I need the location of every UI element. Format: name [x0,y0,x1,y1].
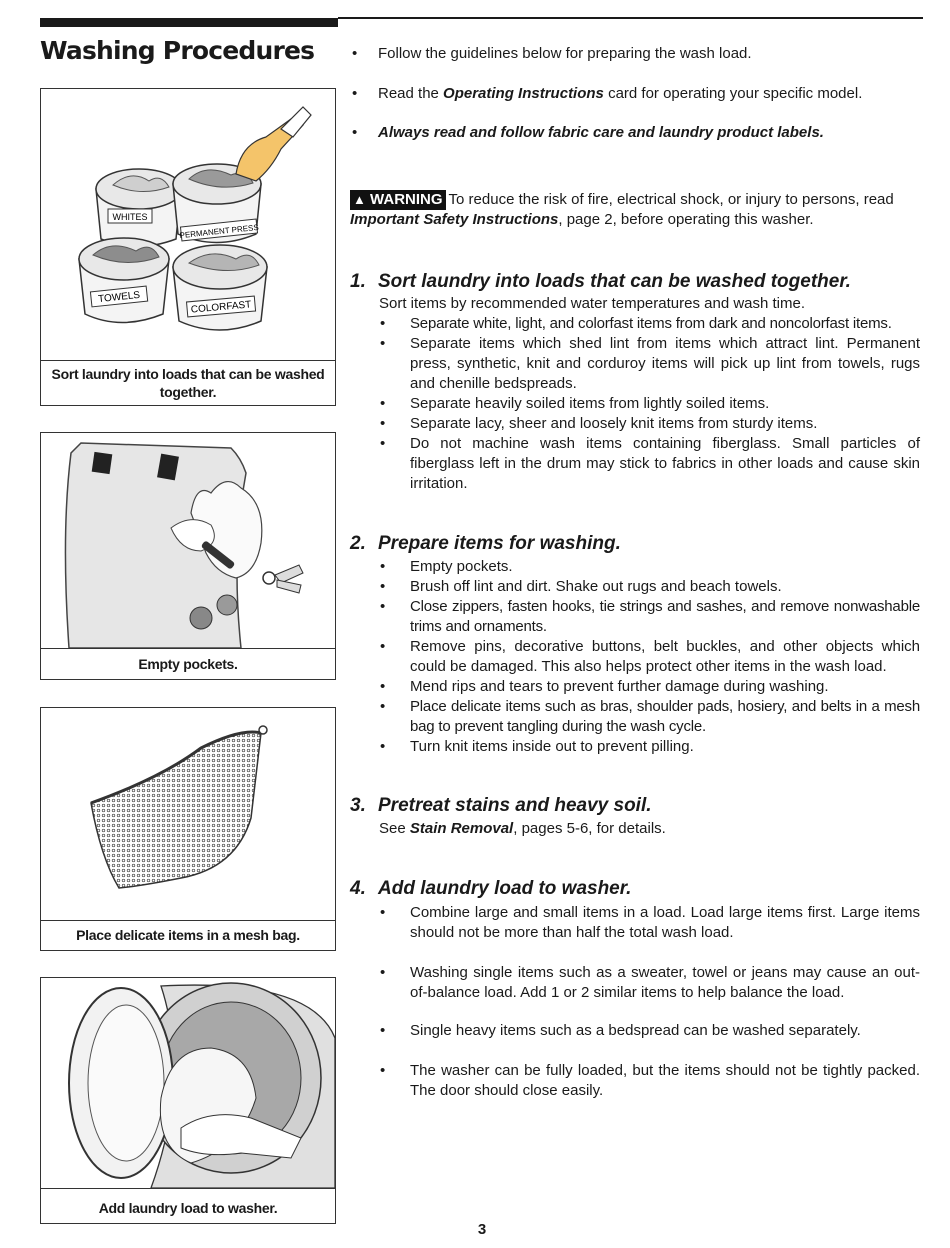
label-permanent-press: PERMANENT PRESS [179,222,260,241]
mesh-bag-illustration [41,708,335,921]
label-colorfast: COLORFAST [190,299,252,316]
empty-pockets-illustration [41,433,335,649]
figure-caption: Place delicate items in a mesh bag. [76,927,300,943]
header-rule-thin [338,17,923,19]
warning-badge: ▲ WARNING [350,190,446,210]
operating-instructions-ref: Operating Instructions [443,85,604,102]
figure-empty-pockets [40,432,336,680]
figure-caption: Sort laundry into loads that can be washed together. [51,366,325,400]
label-towels: TOWELS [97,289,141,306]
page-number: 3 [477,1221,487,1238]
header-rule-thick [40,18,338,27]
warning-notice: ▲ WARNING To reduce the risk of fire, electrical shock, or injury to persons, read Important Safety Instructions, page 2, before operating this washer. [350,191,894,228]
figure-load-washer [40,977,336,1224]
step-3-subtitle: See Stain Removal, pages 5-6, for details. [379,820,666,837]
step-1-subtitle: Sort items by recommended water temperatures and wash time. [379,295,806,312]
load-washer-illustration [41,978,335,1189]
warning-triangle-icon: ▲ [353,192,366,207]
laundry-baskets-illustration [41,89,335,361]
figure-sort-laundry [40,88,336,406]
page-title: Washing Procedures [40,36,315,65]
figure-caption: Empty pockets. [138,656,238,672]
figure-mesh-bag [40,707,336,951]
safety-instructions-ref: Important Safety Instructions [350,211,559,228]
label-whites: WHITES [112,212,148,222]
figure-caption: Add laundry load to washer. [98,1200,278,1216]
stain-removal-ref: Stain Removal [409,820,514,837]
